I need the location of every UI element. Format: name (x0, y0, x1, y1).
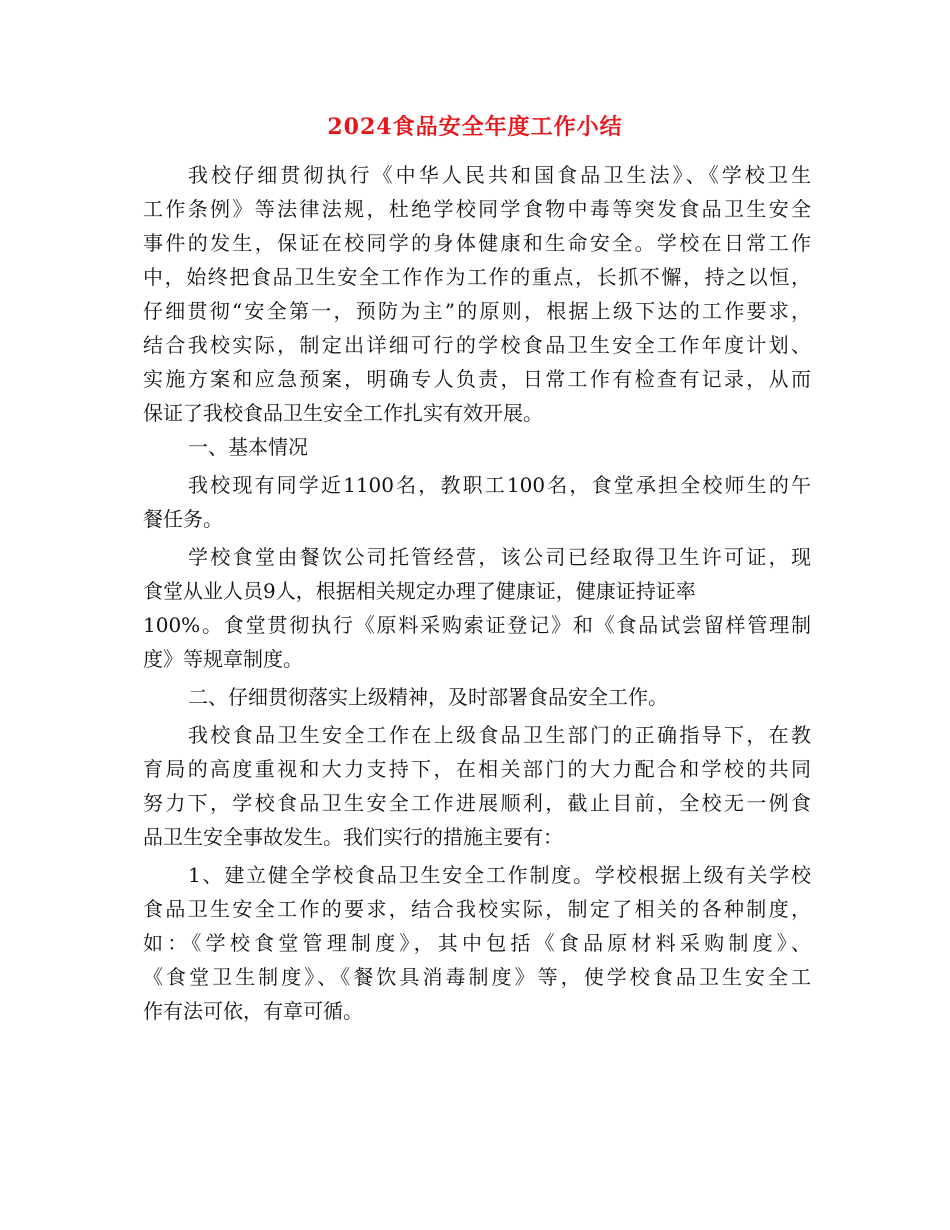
text-line: 结合我校实际，制定出详细可行的学校食品卫生安全工作年度计划、 (143, 333, 811, 357)
text-line: 仔细贯彻“安全第一，预防为主”的原则，根据上级下达的工作要求， (143, 299, 811, 323)
text-line: 中，始终把食品卫生安全工作作为工作的重点，长抓不懈，持之以恒， (143, 265, 811, 289)
section-heading: 二、仔细贯彻落实上级精神，及时部署食品安全工作。 (188, 685, 668, 709)
text-line: 食品卫生安全工作的要求，结合我校实际，制定了相关的各种制度， (143, 897, 811, 921)
text-line: 我校现有同学近1100名，教职工100名，食堂承担全校师生的午 (188, 473, 811, 497)
text-line: 度》等规章制度。 (143, 647, 303, 671)
text-line: 实施方案和应急预案，明确专人负责，日常工作有检查有记录，从而 (143, 367, 811, 391)
text-line: 我校食品卫生安全工作在上级食品卫生部门的正确指导下，在教 (188, 723, 811, 747)
text-line: 食堂从业人员9人，根据相关规定办理了健康证，健康证持证率 (143, 579, 696, 603)
text-line: 努力下，学校食品卫生安全工作进展顺利，截止目前，全校无一例食 (143, 791, 811, 815)
text-line: 工作条例》等法律法规，杜绝学校同学食物中毒等突发食品卫生安全 (143, 197, 811, 221)
canteen-paragraph (143, 540, 811, 676)
text-line: 1、建立健全学校食品卫生安全工作制度。学校根据上级有关学校 (188, 863, 811, 887)
heading-basic-situation (143, 430, 811, 464)
document-title: 2024食品安全年度工作小结 (327, 114, 623, 140)
text-line: 如：《学校食堂管理制度》，其中包括《食品原材料采购制度》、 (143, 931, 811, 955)
students-paragraph (143, 468, 811, 536)
guidance-paragraph (143, 718, 811, 854)
text-line: 餐任务。 (143, 507, 223, 531)
document-body (143, 158, 811, 1028)
heading-implementation (143, 680, 811, 714)
text-line: 学校食堂由餐饮公司托管经营，该公司已经取得卫生许可证，现 (188, 545, 811, 569)
text-line: 品卫生安全事故发生。我们实行的措施主要有： (143, 825, 563, 849)
text-line: 我校仔细贯彻执行《中华人民共和国食品卫生法》、《学校卫生 (188, 163, 811, 187)
measure-1-paragraph (143, 858, 811, 1028)
text-line: 100%。食堂贯彻执行《原料采购索证登记》和《食品试尝留样管理制 (143, 613, 811, 637)
text-line: 《食堂卫生制度》、《餐饮具消毒制度》等，使学校食品卫生安全工 (143, 965, 811, 989)
text-line: 事件的发生，保证在校同学的身体健康和生命安全。学校在日常工作 (143, 231, 811, 255)
text-line: 保证了我校食品卫生安全工作扎实有效开展。 (143, 401, 543, 425)
section-heading: 一、基本情况 (188, 435, 308, 459)
intro-paragraph (143, 158, 811, 430)
text-line: 作有法可依，有章可循。 (143, 999, 363, 1023)
text-line: 育局的高度重视和大力支持下，在相关部门的大力配合和学校的共同 (143, 757, 811, 781)
